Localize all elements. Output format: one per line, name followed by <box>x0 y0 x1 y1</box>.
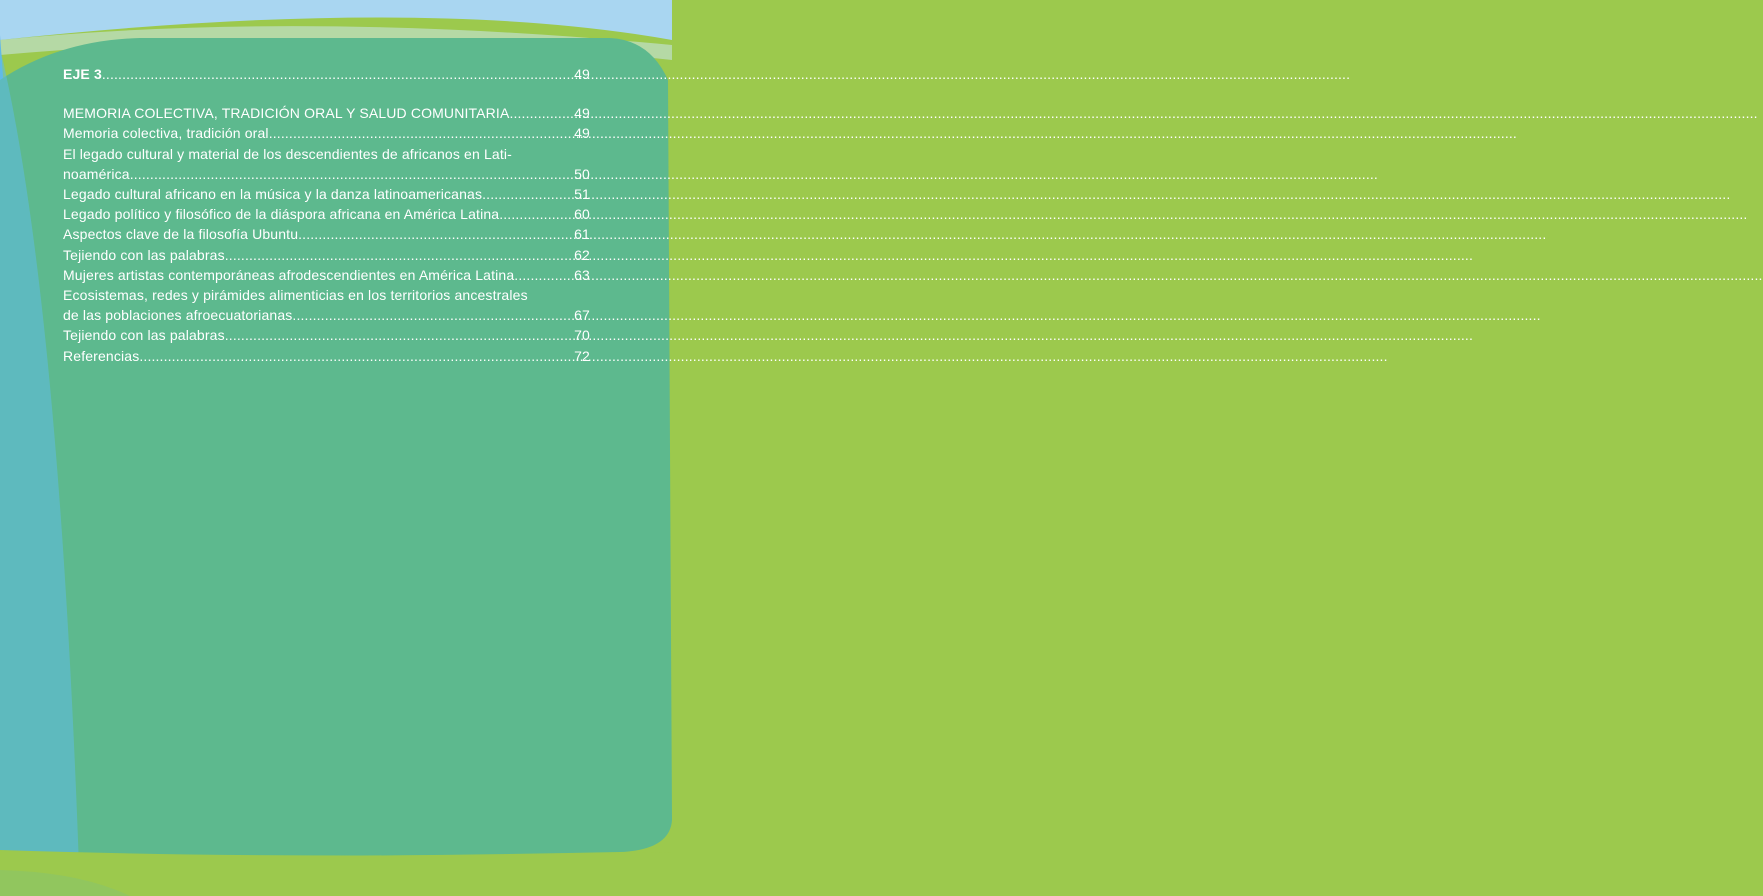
toc-entry[interactable] <box>63 346 590 366</box>
toc-entry-title: Tejiendo con las palabras <box>63 327 225 344</box>
toc-entry[interactable] <box>63 325 590 345</box>
toc-entry-title-line1: El legado cultural y material de los descendientes de africanos en Lati- <box>63 145 512 162</box>
toc-entry-page: 72 <box>574 347 590 364</box>
toc-entry-page: 49 <box>574 125 590 142</box>
toc-section-entry[interactable] <box>63 103 590 123</box>
toc-entry-title: Legado cultural africano en la música y la danza latinoamericanas <box>63 186 483 203</box>
toc-entry[interactable] <box>63 204 590 224</box>
leader-dots <box>514 265 574 285</box>
leader-dots <box>225 325 574 345</box>
toc-section-page: 49 <box>574 105 590 122</box>
toc-entry-title: Memoria colectiva, tradición oral <box>63 125 269 142</box>
toc-entry[interactable] <box>63 285 590 325</box>
toc-entry-page: 61 <box>574 226 590 243</box>
leader-dots <box>225 245 574 265</box>
toc-entry[interactable] <box>63 144 590 184</box>
leader-dots <box>298 224 574 244</box>
toc-entry-title: Tejiendo con las palabras <box>63 246 225 263</box>
toc-entry[interactable] <box>63 184 590 204</box>
toc-section-title: MEMORIA COLECTIVA, TRADICIÓN ORAL Y SALUD COMUNITARIA <box>63 105 510 122</box>
toc-entry-title: de las poblaciones afroecuatorianas <box>63 307 293 324</box>
toc-entry-page: 63 <box>574 266 590 283</box>
leader-dots <box>499 204 574 224</box>
toc-entry-page: 62 <box>574 246 590 263</box>
toc-entry-title: noamérica <box>63 165 130 182</box>
toc-entry-title: Legado político y filosófico de la diáspora africana en América Latina <box>63 206 500 223</box>
toc-entry-title: Mujeres artistas contemporáneas afrodescendientes en América Latina <box>63 266 515 283</box>
toc-entry-title: Aspectos clave de la filosofía Ubuntu <box>63 226 299 243</box>
toc-entry[interactable] <box>63 245 590 265</box>
toc-entry-page: 51 <box>574 186 590 203</box>
leader-dots <box>102 64 574 84</box>
toc-entry[interactable] <box>63 123 590 143</box>
toc-eje-title: EJE 3 <box>63 66 102 82</box>
leader-dots <box>130 164 574 184</box>
toc-entry-title-line1: Ecosistemas, redes y pirámides alimenticias en los territorios ancestrales <box>63 287 528 304</box>
toc-entry-page: 50 <box>574 165 590 182</box>
toc-entry-page: 60 <box>574 206 590 223</box>
toc-eje-page: 49 <box>574 66 590 82</box>
leader-dots <box>269 123 574 143</box>
leader-dots <box>292 305 574 325</box>
toc-entry[interactable] <box>63 224 590 244</box>
table-of-contents <box>63 64 590 366</box>
toc-entry-page: 67 <box>574 307 590 324</box>
toc-entry-title: Referencias <box>63 347 140 364</box>
leader-dots <box>482 184 574 204</box>
toc-eje-entry[interactable] <box>63 64 590 84</box>
leader-dots <box>139 346 574 366</box>
leader-dots <box>509 103 574 123</box>
toc-entry[interactable] <box>63 265 590 285</box>
toc-entry-page: 70 <box>574 327 590 344</box>
